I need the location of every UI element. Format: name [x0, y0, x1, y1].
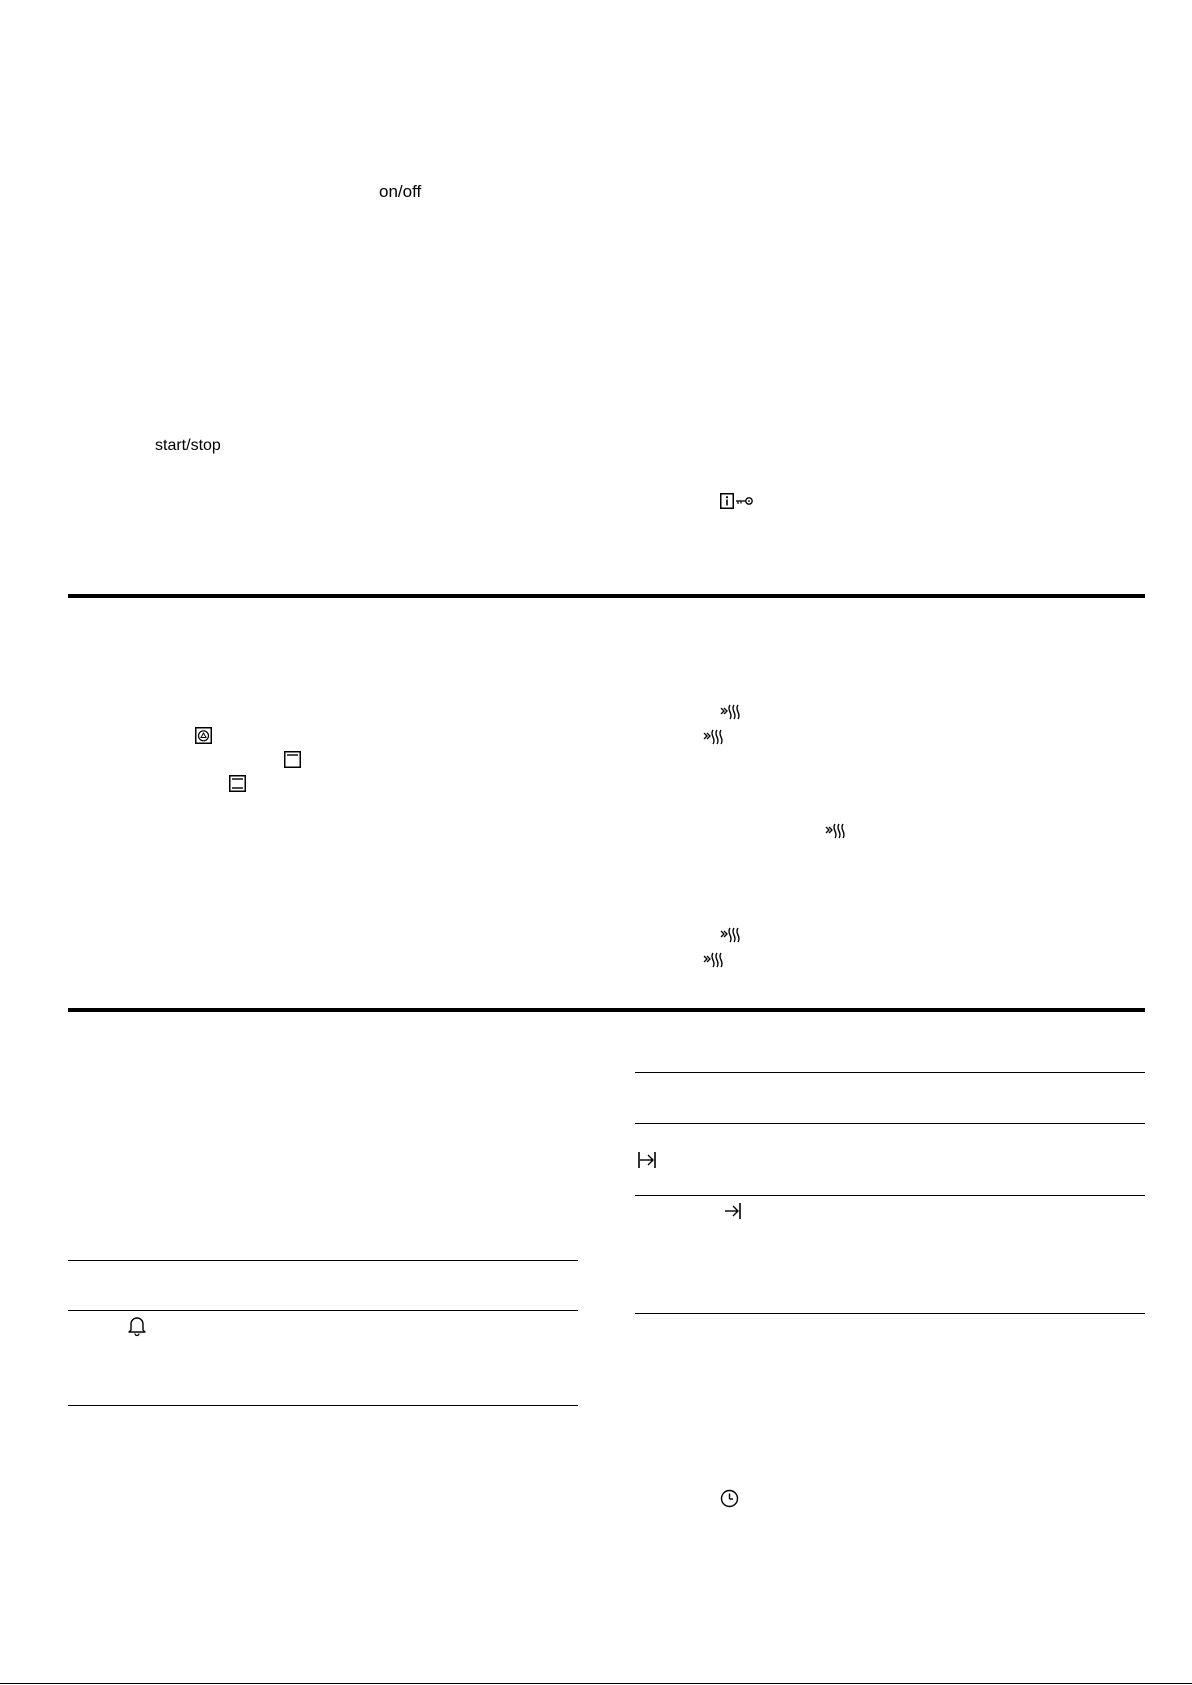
- top-heat-icon: [284, 751, 301, 768]
- on-off-button-label: on/off: [379, 182, 422, 201]
- page-footer-rule: [0, 1683, 1192, 1684]
- start-stop-button-label: start/stop: [155, 437, 221, 454]
- cleaning-icon: [195, 727, 212, 744]
- section-divider: [68, 594, 1145, 598]
- bell-icon: [128, 1316, 146, 1336]
- rapid-heat-icon: [703, 728, 725, 746]
- rapid-heat-icon: [720, 926, 742, 944]
- table-rule: [68, 1260, 578, 1261]
- section-divider: [68, 1008, 1145, 1012]
- bottom-heat-icon: [229, 775, 246, 792]
- table-rule: [635, 1195, 1145, 1196]
- table-rule: [68, 1405, 578, 1406]
- table-rule: [635, 1123, 1145, 1124]
- rapid-heat-icon: [703, 951, 725, 969]
- table-rule: [68, 1310, 578, 1311]
- info-key-icon: [720, 493, 754, 509]
- end-time-icon: [638, 1151, 656, 1169]
- table-rule: [635, 1072, 1145, 1073]
- duration-icon: [724, 1202, 742, 1220]
- clock-icon: [720, 1489, 739, 1508]
- table-rule: [635, 1313, 1145, 1314]
- rapid-heat-icon: [825, 822, 847, 840]
- rapid-heat-icon: [720, 703, 742, 721]
